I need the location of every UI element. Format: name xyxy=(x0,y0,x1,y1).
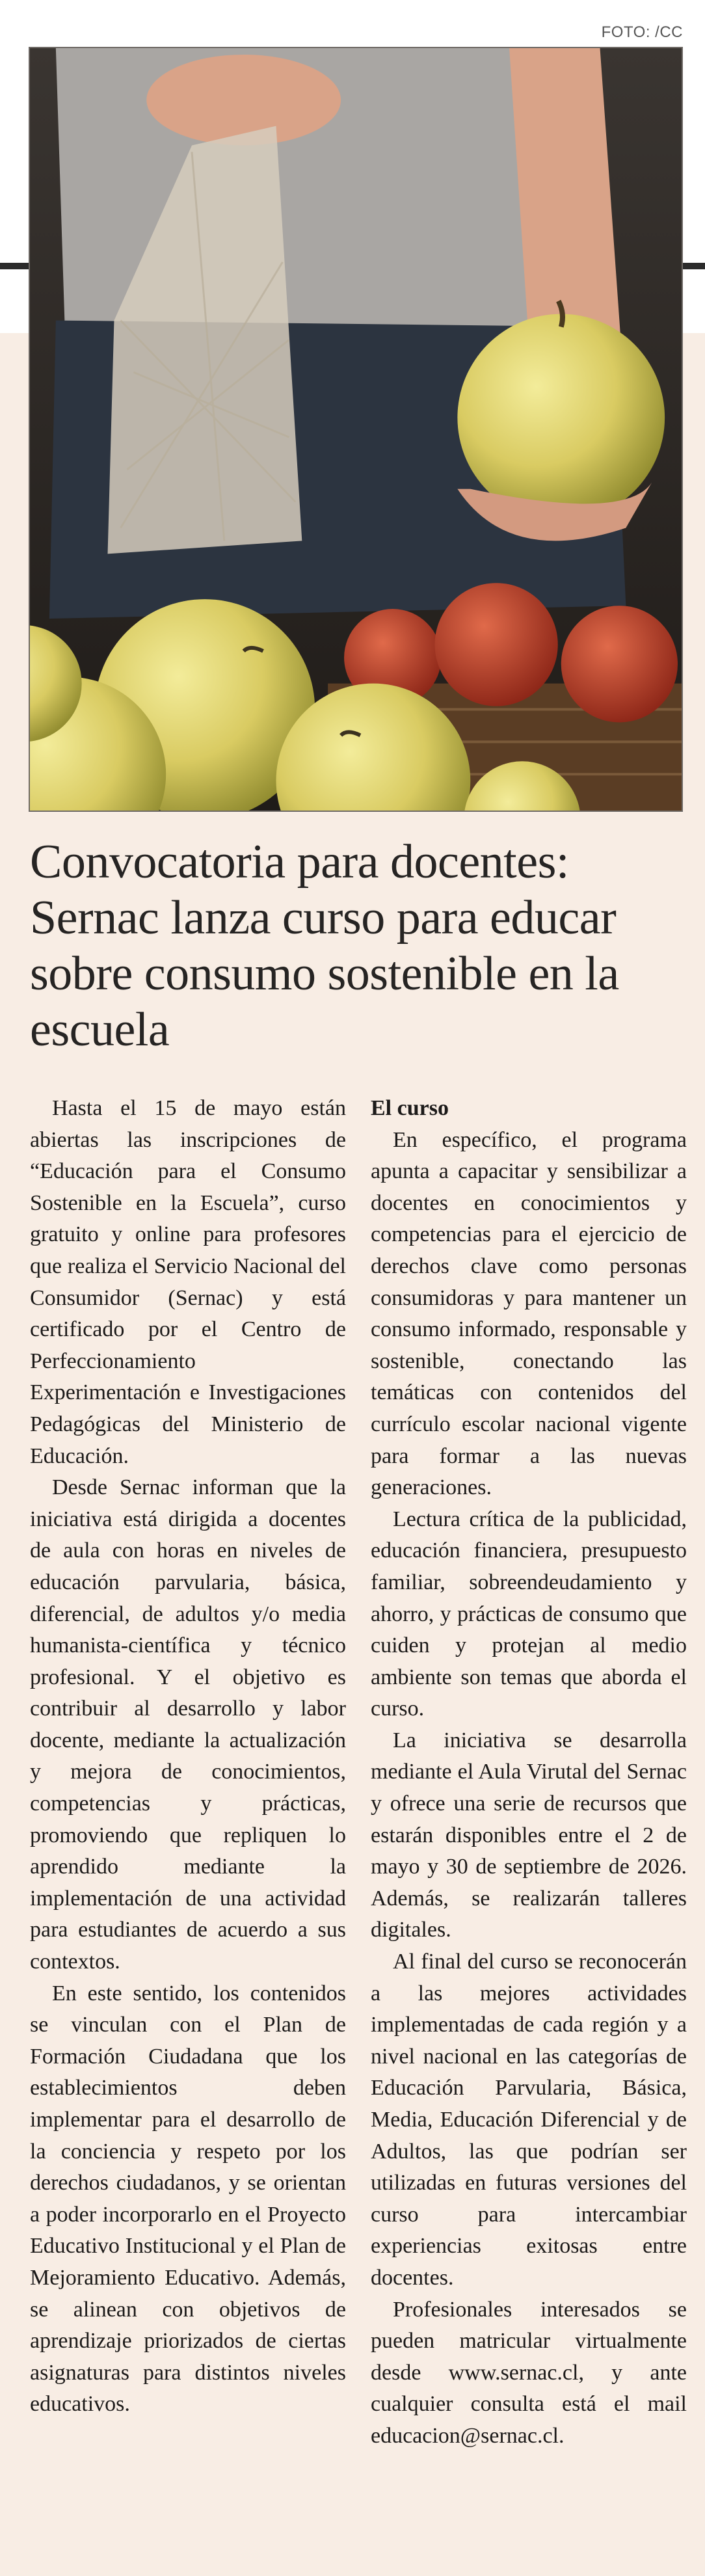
divider-line-left xyxy=(0,263,30,269)
subheading: El curso xyxy=(371,1096,449,1120)
paragraph: En específico, el programa apunta a capacitar y sensibilizar a docentes en conocimientos y competencias para el ejercicio de derechos clave como personas consumidoras y para mantener un consumo informado, responsable y sostenible, conectando las temáticas con contenidos del currículo escolar nacional vigente para formar a las nuevas generaciones. xyxy=(371,1127,687,1500)
paragraph: Hasta el 15 de mayo están abiertas las inscripciones de “Educación para el Consumo Sostenible en la Escuela”, curso gratuito y online para profesores que realiza el Servicio Nacional del Consumidor (Sernac) y está certificado por el Centro de Perfeccionamiento Experimentación e Investigaciones Pedagógicas del Ministerio de Educación. xyxy=(30,1096,346,1468)
paragraph: Lectura crítica de la publicidad, educación financiera, presupuesto familiar, sobreendeudamiento y ahorro, y prácticas de consumo que cuiden y protejan al medio ambiente son temas que aborda el curso. xyxy=(371,1507,687,1721)
paragraph: Al final del curso se reconocerán a las mejores actividades implementadas de cada región y a nivel nacional en las categorías de Educación Parvularia, Básica, Media, Educación Diferencial y de Adultos, las que podrían ser utilizadas en futuras versiones del curso para intercambiar experiencias exitosas entre docentes. xyxy=(371,1950,687,2290)
paragraph: Desde Sernac informan que la iniciativa está dirigida a docentes de aula con horas en niveles de educación parvularia, básica, diferencial, de adultos y/o media humanista-científica y técnico profesional. Y el objetivo es contribuir al desarrollo y labor docente, mediante la actualización y mejora de conocimientos, competencias y prácticas, promoviendo que repliquen lo aprendido mediante la implementación de una actividad para estudiantes de acuerdo a sus contextos. xyxy=(30,1475,346,1974)
photo-credit: FOTO: /CC xyxy=(601,23,683,41)
article-column-left xyxy=(30,1093,346,2421)
paragraph: La iniciativa se desarrolla mediante el Aula Virutal del Sernac y ofrece una serie de recursos que estarán disponibles entre el 2 de mayo y 30 de septiembre de 2026. Además, se realizarán talleres digitales. xyxy=(371,1728,687,1942)
paragraph: Profesionales interesados se pueden matricular virtualmente desde www.sernac.cl, y ante cualquier consulta está el mail educacion@sernac.cl. xyxy=(371,2297,687,2448)
paragraph: En este sentido, los contenidos se vinculan con el Plan de Formación Ciudadana que los establecimientos deben implementar para el desarrollo de la conciencia y respeto por los derechos ciudadanos, y se orientan a poder incorporarlo en el Proyecto Educativo Institucional y el Plan de Mejoramiento Educativo. Además, se alinean con objetivos de aprendizaje priorizados de ciertas asignaturas para distintos niveles educativos. xyxy=(30,1981,346,2417)
headline: Convocatoria para docentes: Sernac lanza curso para educar sobre consumo sostenible en la escuela xyxy=(30,835,619,1056)
apples-photo-illustration xyxy=(30,48,682,811)
divider-line-right xyxy=(682,263,705,269)
article-column-right xyxy=(371,1093,687,2452)
article-photo xyxy=(29,47,683,812)
